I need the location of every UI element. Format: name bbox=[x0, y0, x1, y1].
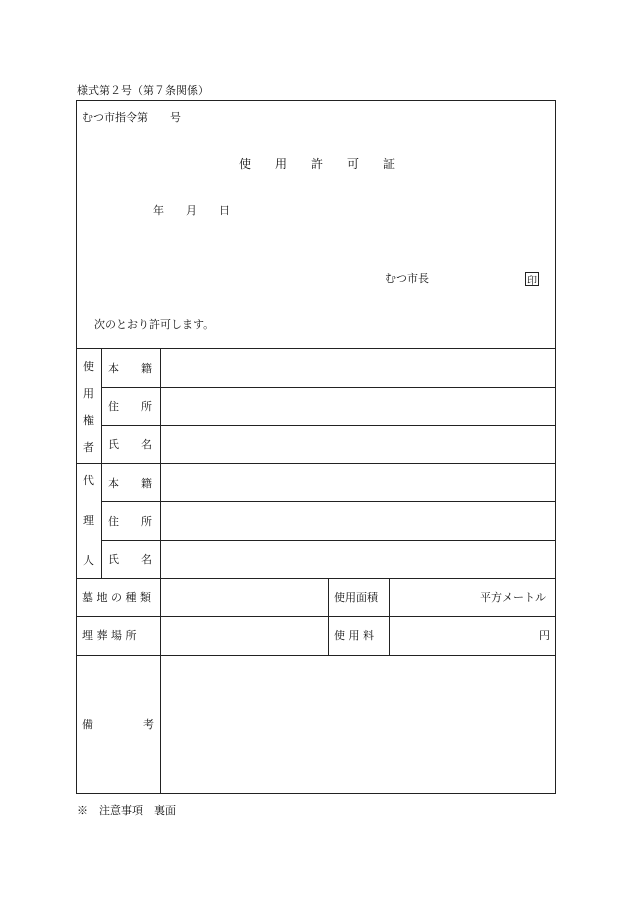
fee-unit: 円 bbox=[539, 629, 550, 642]
document-number: むつ市指令第 号 bbox=[82, 111, 181, 124]
burial-place-field[interactable] bbox=[161, 617, 327, 654]
page-title: 使 用 許 可 証 bbox=[239, 157, 396, 171]
remarks-label bbox=[82, 719, 154, 730]
user-group-label bbox=[76, 349, 101, 463]
remarks-field[interactable] bbox=[161, 656, 555, 793]
user-name-field[interactable] bbox=[161, 426, 555, 462]
agent-address-label: 住 所 bbox=[108, 515, 152, 528]
form-title: 様式第２号（第７条関係） bbox=[77, 84, 209, 97]
issuer-name: むつ市長 bbox=[385, 272, 429, 285]
remarks-char: 考 bbox=[143, 718, 154, 731]
user-name-label: 氏 名 bbox=[108, 438, 152, 451]
agent-group-label bbox=[76, 472, 101, 568]
user-address-label: 住 所 bbox=[108, 400, 152, 413]
user-group-char: 者 bbox=[83, 440, 94, 454]
user-address-field[interactable] bbox=[161, 388, 555, 424]
user-registry-label: 本 籍 bbox=[108, 362, 152, 375]
user-group-char: 用 bbox=[83, 386, 94, 400]
agent-registry-field[interactable] bbox=[161, 464, 555, 500]
agent-name-label: 氏 名 bbox=[108, 553, 152, 566]
remarks-char: 備 bbox=[82, 718, 93, 731]
footer-note: ※ 注意事項 裏面 bbox=[77, 804, 176, 817]
permit-statement: 次のとおり許可します。 bbox=[94, 318, 215, 331]
agent-address-field[interactable] bbox=[161, 502, 555, 539]
agent-group-char: 人 bbox=[83, 554, 94, 567]
agent-registry-label: 本 籍 bbox=[108, 477, 152, 490]
grave-type-label: 墓 地 の 種 類 bbox=[82, 591, 151, 604]
agent-group-char: 理 bbox=[83, 514, 94, 527]
agent-name-field[interactable] bbox=[161, 541, 555, 577]
area-unit: 平方メートル bbox=[480, 591, 546, 604]
area-label: 使用面積 bbox=[334, 591, 378, 604]
fee-label: 使 用 料 bbox=[334, 629, 374, 642]
grave-type-field[interactable] bbox=[161, 579, 327, 615]
user-group-char: 権 bbox=[83, 413, 94, 427]
user-group-char: 使 bbox=[83, 359, 94, 373]
agent-group-char: 代 bbox=[83, 474, 94, 487]
issue-date: 年 月 日 bbox=[153, 204, 230, 217]
burial-place-label: 埋 葬 場 所 bbox=[82, 629, 137, 642]
user-registry-field[interactable] bbox=[161, 349, 555, 386]
seal-mark: 印 bbox=[525, 272, 539, 286]
